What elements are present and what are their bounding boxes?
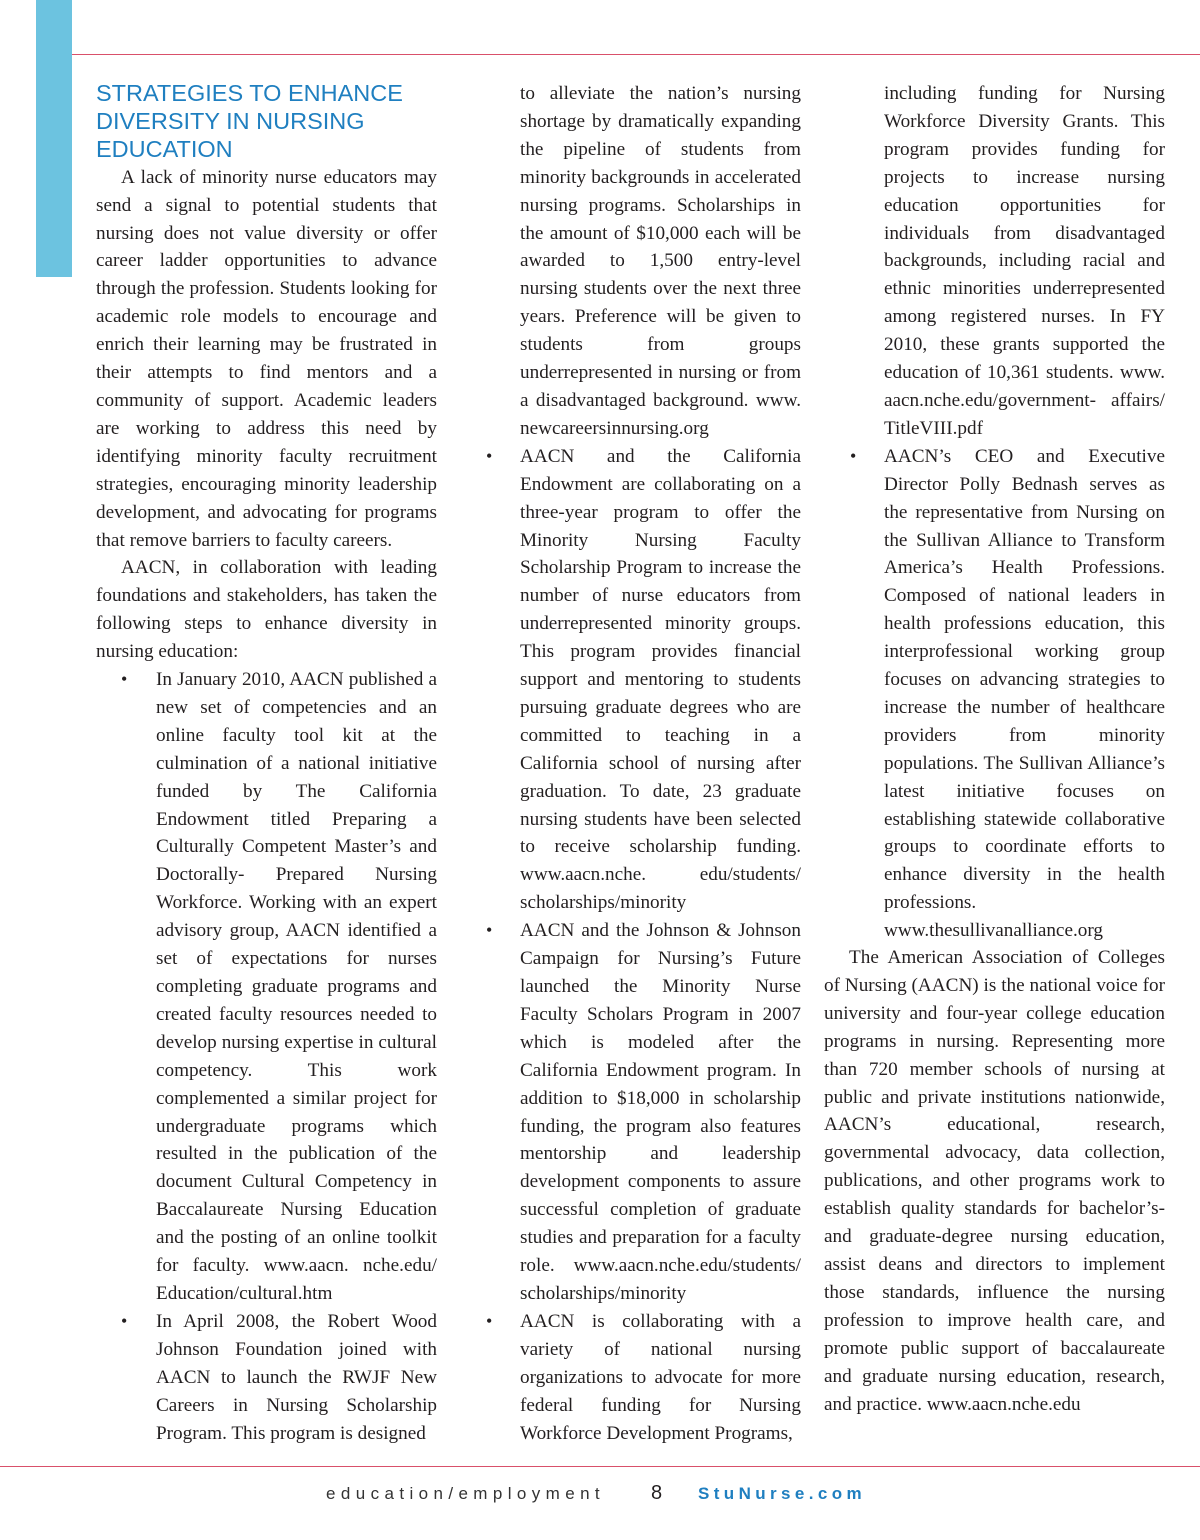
bottom-rule (0, 1466, 1200, 1467)
paragraph: AACN, in collaboration with leading foundations and stakeholders, has taken the following steps to enhance diversity in nursing education: (96, 557, 437, 663)
column-1 (96, 80, 437, 1447)
footer-section-label: education/employment (326, 1484, 606, 1503)
list-item (96, 1308, 437, 1448)
bullet-icon: • (486, 445, 493, 466)
continued-text: to alleviate the nation’s nursing shortage by dramatically expanding the pipeline of students from minority backgrounds in accelerated nursing programs. Scholarships in the amount of $10,000 each will be awarded to 1,500 entry-level nursing students over the next three years. Preference will be given to students from groups underrepresented in nursing or from a disadvantaged background. www. newcareersinnursing.org (520, 83, 801, 439)
footer-site-link[interactable]: StuNurse.com (698, 1484, 867, 1503)
list-item (486, 917, 801, 1308)
continued-text: including funding for Nursing Workforce Diversity Grants. This program provides funding for projects to increase nursing education opportunities for individuals from disadvantaged backgrounds, including racial and ethnic minorities underrepresented among registered nurses. In FY 2010, these grants supported the education of 10,361 students. www. aacn.nche.edu/government- affairs/ TitleVIII.pdf (884, 83, 1165, 439)
bullet-list (850, 443, 1165, 945)
paragraph: A lack of minority nurse educators may send a signal to potential students that nursing does not value diversity or offer career ladder opportunities to advance through the profession. Students looking for academic role models to encourage and enrich their learning may be frustrated in their attempts to find mentors and a community of support. Academic leaders are working to address this need by identifying minority faculty recruitment strategies, encouraging minority leadership development, and advocating for programs that remove barriers to faculty careers. (96, 166, 437, 551)
list-item-text: AACN and the Johnson & Johnson Campaign for Nursing’s Future launched the Minority Nurse Faculty Scholars Program in 2007 which is modeled after the California Endowment program. In addition to $18,000 in scholarship funding, the program also features mentorship and leadership development components to assure successful completion of graduate studies and preparation for a faculty role. www.aacn.nche.edu/students/ scholarships/minority (520, 920, 801, 1304)
list-item (850, 443, 1165, 945)
list-item (486, 443, 801, 917)
list-item-text: AACN is collaborating with a variety of national nursing organizations to advocate for more federal funding for Nursing Workforce Development Programs, (520, 1310, 801, 1444)
list-item (96, 666, 437, 1308)
bullet-icon: • (850, 445, 857, 466)
list-item (486, 1308, 801, 1448)
bullet-icon: • (486, 920, 493, 941)
bullet-list (486, 443, 801, 1448)
section-heading: STRATEGIES TO ENHANCE DIVERSITY IN NURSING EDUCATION (96, 80, 403, 162)
list-item-text: In January 2010, AACN published a new set of competencies and an online faculty tool kit at the culmination of a national initiative funded by The California Endowment titled Preparing a Culturally Competent Master’s and Doctorally- Prepared Nursing Workforce. Working with an expert advisory group, AACN identified a set of expectations for nurses completing graduate programs and created faculty resources needed to develop nursing expertise in cultural competency. This work complemented a similar project for undergraduate programs which resulted in the publication of the document Cultural Competency in Baccalaureate Nursing Education and the posting of an online toolkit for faculty. www.aacn. nche.edu/ Education/cultural.htm (156, 669, 437, 1304)
list-item-text: AACN’s CEO and Executive Director Polly Bednash serves as the representative from Nursing on the Sullivan Alliance to Transform America’s Health Professions. Composed of national leaders in health professions education, this interprofessional working group focuses on advancing strategies to increase the number of healthcare providers from minority populations. The Sullivan Alliance’s latest initiative focuses on establishing statewide collaborative groups to coordinate efforts to enhance diversity in the health professions. www.thesullivanalliance.org (884, 445, 1165, 942)
page-number: 8 (651, 1482, 663, 1504)
list-item-text: In April 2008, the Robert Wood Johnson Foundation joined with AACN to launch the RWJF New Careers in Nursing Scholarship Program. This program is designed (156, 1310, 437, 1444)
bullet-icon: • (121, 669, 128, 690)
column-3 (850, 80, 1165, 945)
column-2 (486, 80, 801, 1447)
top-rule (72, 54, 1200, 55)
bullet-icon: • (486, 1310, 493, 1331)
bullet-list (96, 666, 437, 1447)
closing-paragraph: The American Association of Colleges of Nursing (AACN) is the national voice for university and four-year college education programs in nursing. Representing more than 720 member schools of nursing at public and private institutions nationwide, AACN’s educational, research, governmental advocacy, data collection, publications, and other programs work to establish quality standards for bachelor’s- and graduate-degree nursing education, assist deans and directors to implement those standards, influence the nursing profession to improve health care, and promote public support of baccalaureate and graduate nursing education, research, and practice. www.aacn.nche.edu (824, 947, 1165, 1415)
accent-tab (36, 0, 72, 277)
bullet-icon: • (121, 1310, 128, 1331)
list-item-text: AACN and the California Endowment are collaborating on a three-year program to offer the Minority Nursing Faculty Scholarship Program to increase the number of nurse educators from underrepresented minority groups. This program provides financial support and mentoring to students pursuing graduate degrees who are committed to teaching in a California school of nursing after graduation. To date, 23 graduate nursing students have been selected to receive scholarship funding. www.aacn.nche. edu/students/ scholarships/minority (520, 445, 801, 914)
